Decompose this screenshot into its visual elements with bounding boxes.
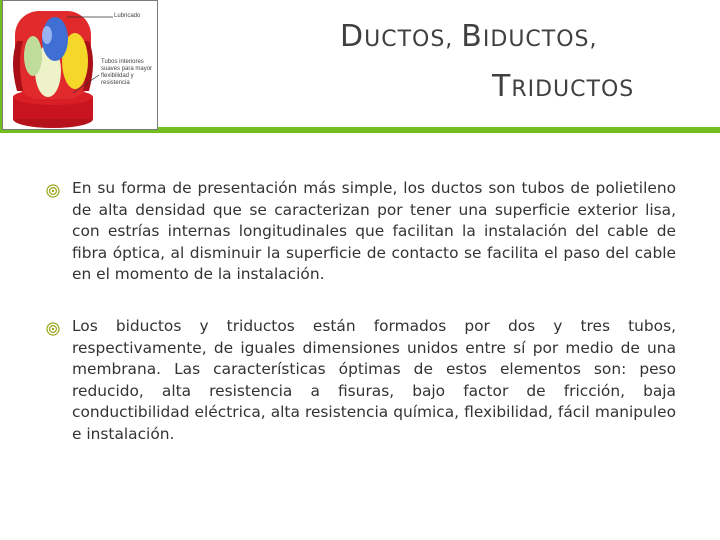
title-line-1: DUCTOS, BIDUCTOS, <box>340 19 598 54</box>
title-panel <box>158 0 720 127</box>
target-bullet-icon <box>46 321 60 335</box>
title-line-2: TRIDUCTOS <box>492 69 635 104</box>
figure-label-top: Lubricado <box>114 13 141 19</box>
bullet-text-1: En su forma de presentación más simple, los ductos son tubos de polietileno de alta densidad que se caracterizan por tener una superficie exterior lisa, con estrías internas longitudinales que facilitan la instalación del cable de fibra óptica, al disminuir la superficie de contacto se facilita el paso del cable en el momento de la instalación. <box>72 179 676 284</box>
target-bullet-icon <box>46 183 60 197</box>
bullet-text-2: Los biductos y triductos están formados por dos y tres tubos, respectivamente, de iguales dimensiones unidos entre sí por medio de una membrana. Las características óptimas de estos elementos son: peso reducido, alta resistencia a fisuras, bajo factor de fricción, baja conductibilidad eléctrica, alta resistencia química, flexibilidad, fácil manipuleo e instalación. <box>72 317 676 443</box>
figure-label-bottom: Tubos interiores suaves para mayor flexibilidad y resistencia <box>101 59 153 86</box>
ducts-figure <box>2 0 158 130</box>
